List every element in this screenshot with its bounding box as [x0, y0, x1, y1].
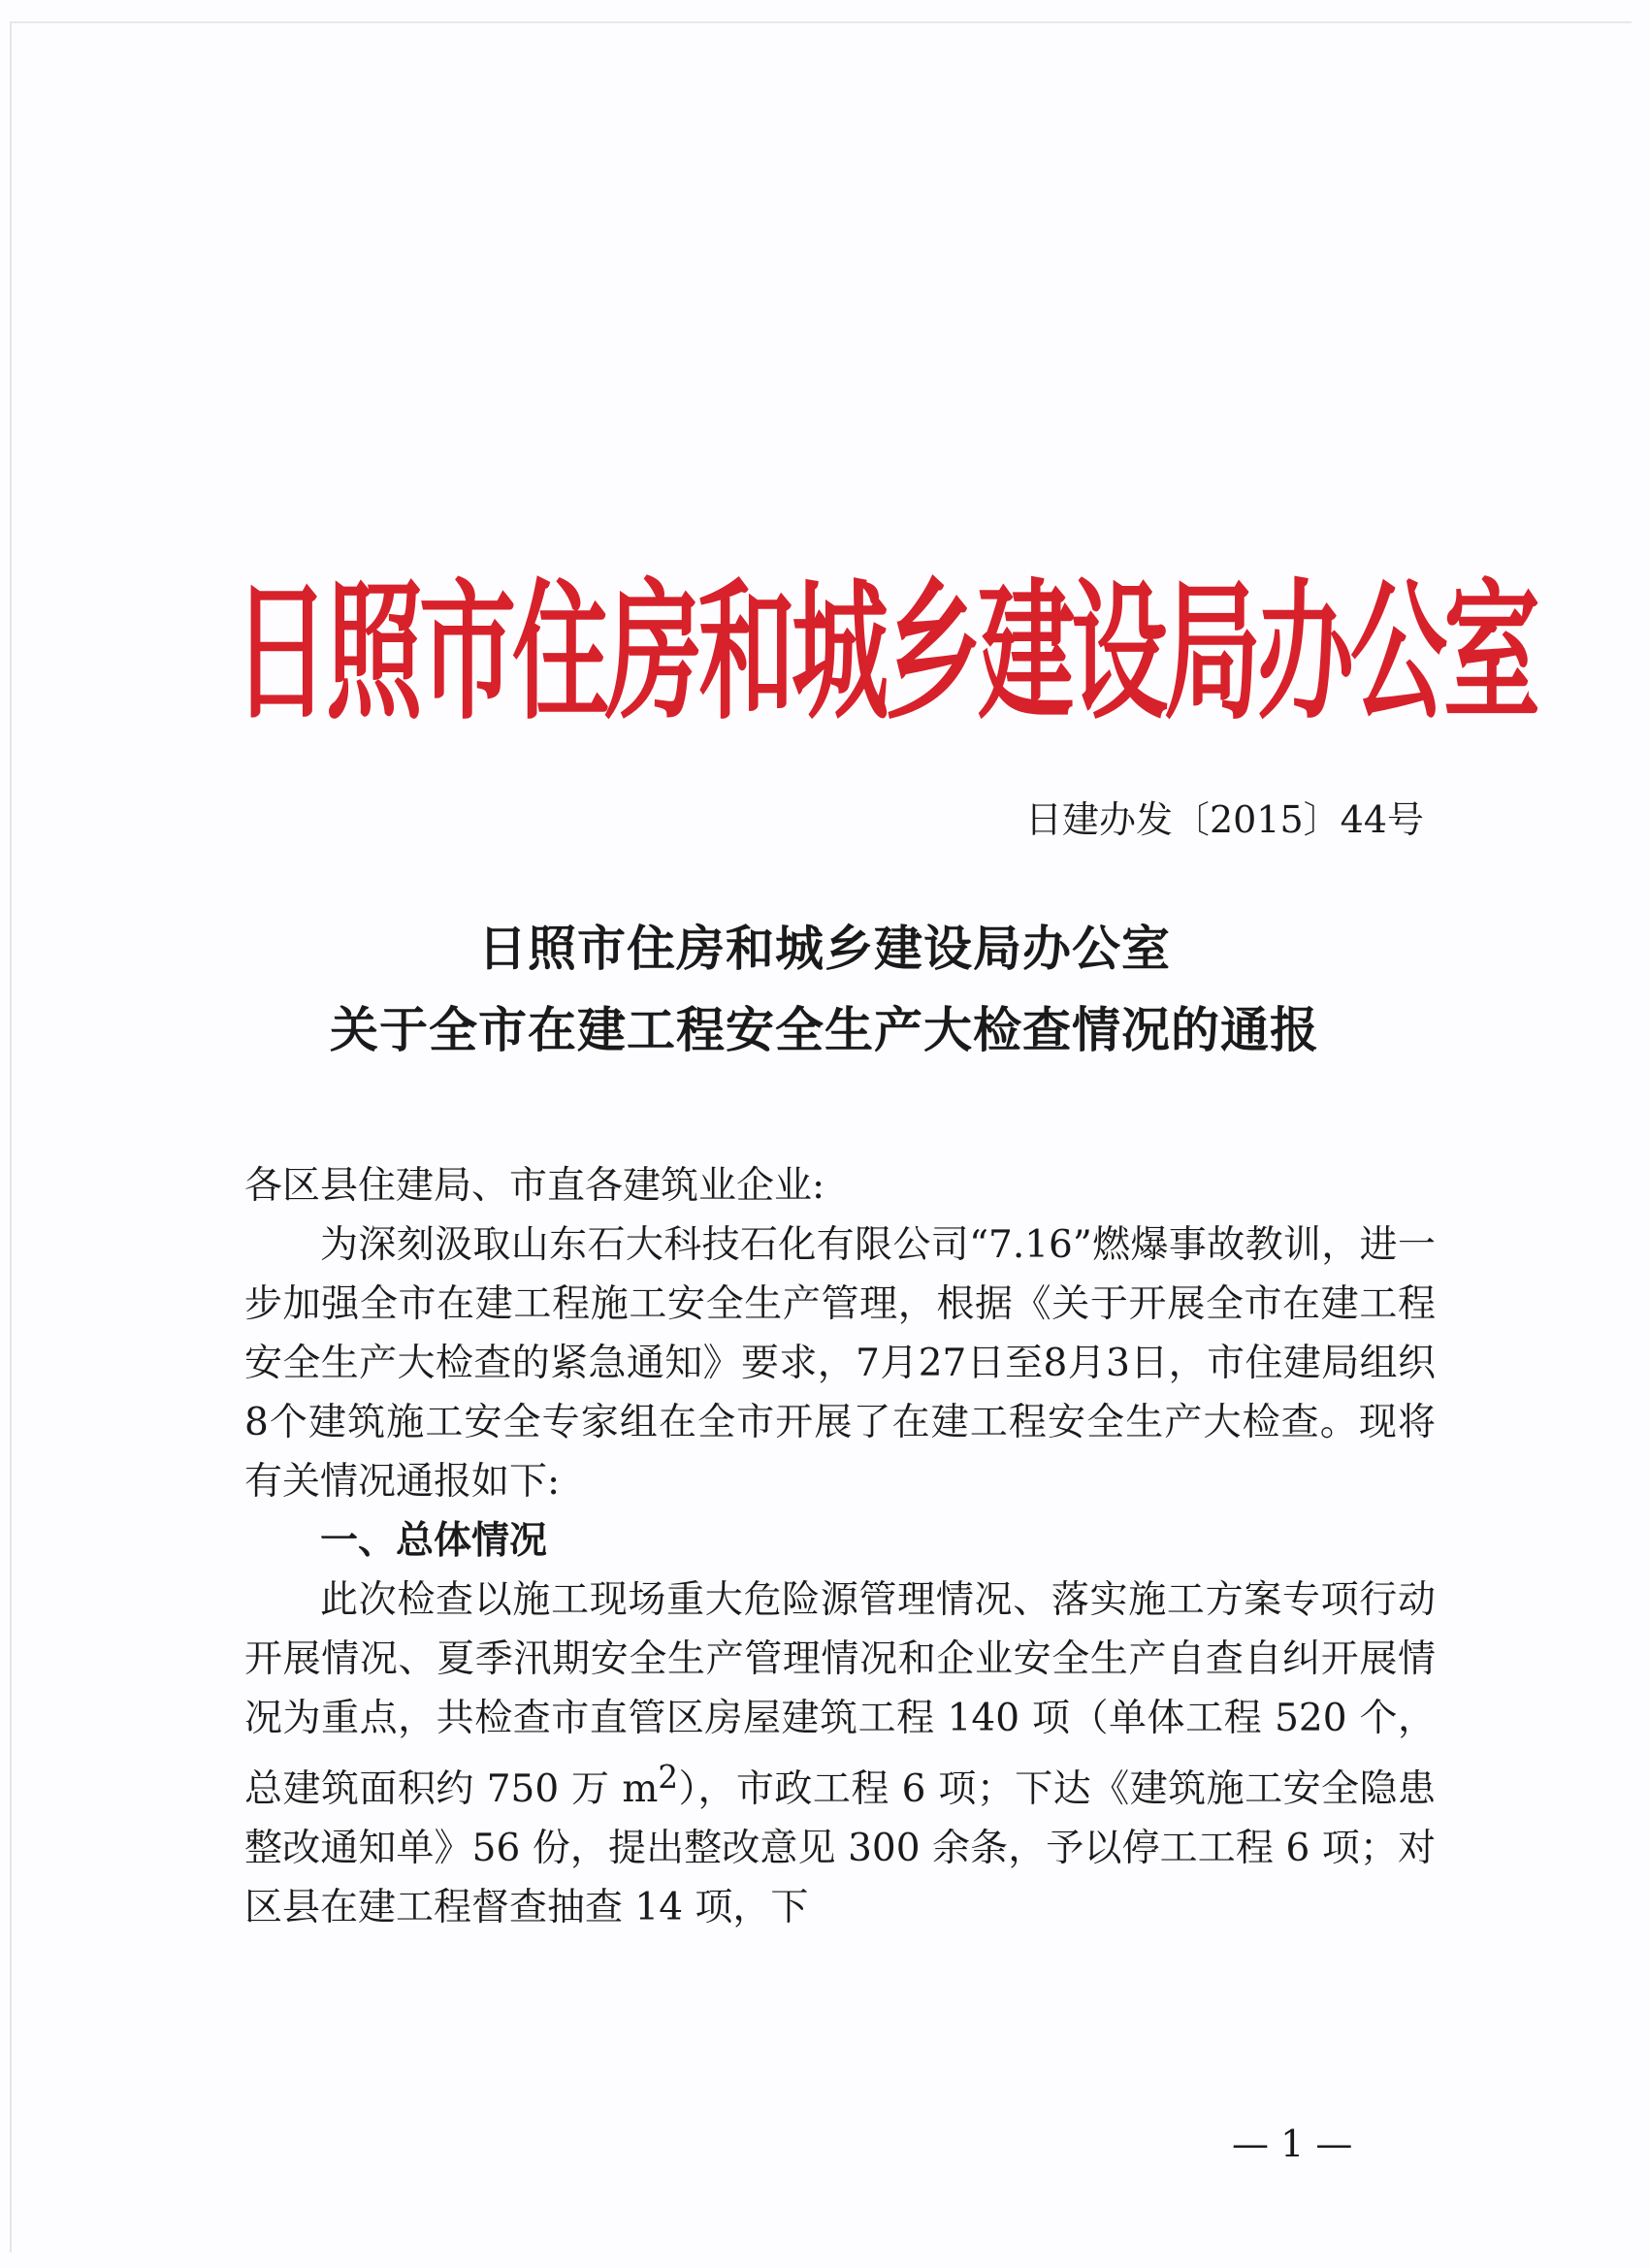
title-line-2: 关于全市在建工程安全生产大检查情况的通报 — [330, 1002, 1319, 1058]
intro-paragraph: 为深刻汲取山东石大科技石化有限公司“7.16”燃爆事故教训，进一步加强全市在建工程施工安全生产管理，根据《关于开展全市在建工程安全生产大检查的紧急通知》要求，7月27日至8月3日，市住建局组织8个建筑施工安全专家组在全市开展了在建工程安全生产大检查。现将有关情况通报如下: — [244, 1223, 1436, 1504]
section-text-part-b: ），市政工程 6 项；下达《建筑施工安全隐患整改通知单》56 份，提出整改意见 300 余条，予以停工工程 6 项；对区县在建工程督查抽查 14 项，下 — [244, 1767, 1436, 1929]
section-text-part-a: 此次检查以施工现场重大危险源管理情况、落实施工方案专项行动开展情况、夏季汛期安全生产管理情况和企业安全生产自查自纠开展情况为重点，共检查市直管区房屋建筑工程 140 项（单体工程 520 个，总建筑面积约 750 万 m — [244, 1578, 1436, 1811]
page-number: — 1 — — [1232, 2122, 1353, 2165]
section-heading-overall: 一、总体情况 — [320, 1519, 548, 1563]
salutation: 各区县住建局、市直各建筑业企业: — [244, 1164, 825, 1208]
area-unit-superscript: 2 — [658, 1759, 679, 1796]
document-number: 日建办发〔2015〕44号 — [1024, 798, 1424, 841]
document-body — [244, 1156, 1436, 1937]
document-title — [194, 908, 1455, 1071]
section-paragraph-overall — [244, 1571, 1436, 1937]
title-line-1: 日照市住房和城乡建设局办公室 — [478, 921, 1171, 977]
letterhead-organization: 日照市住房和城乡建设局办公室 — [233, 565, 1536, 741]
